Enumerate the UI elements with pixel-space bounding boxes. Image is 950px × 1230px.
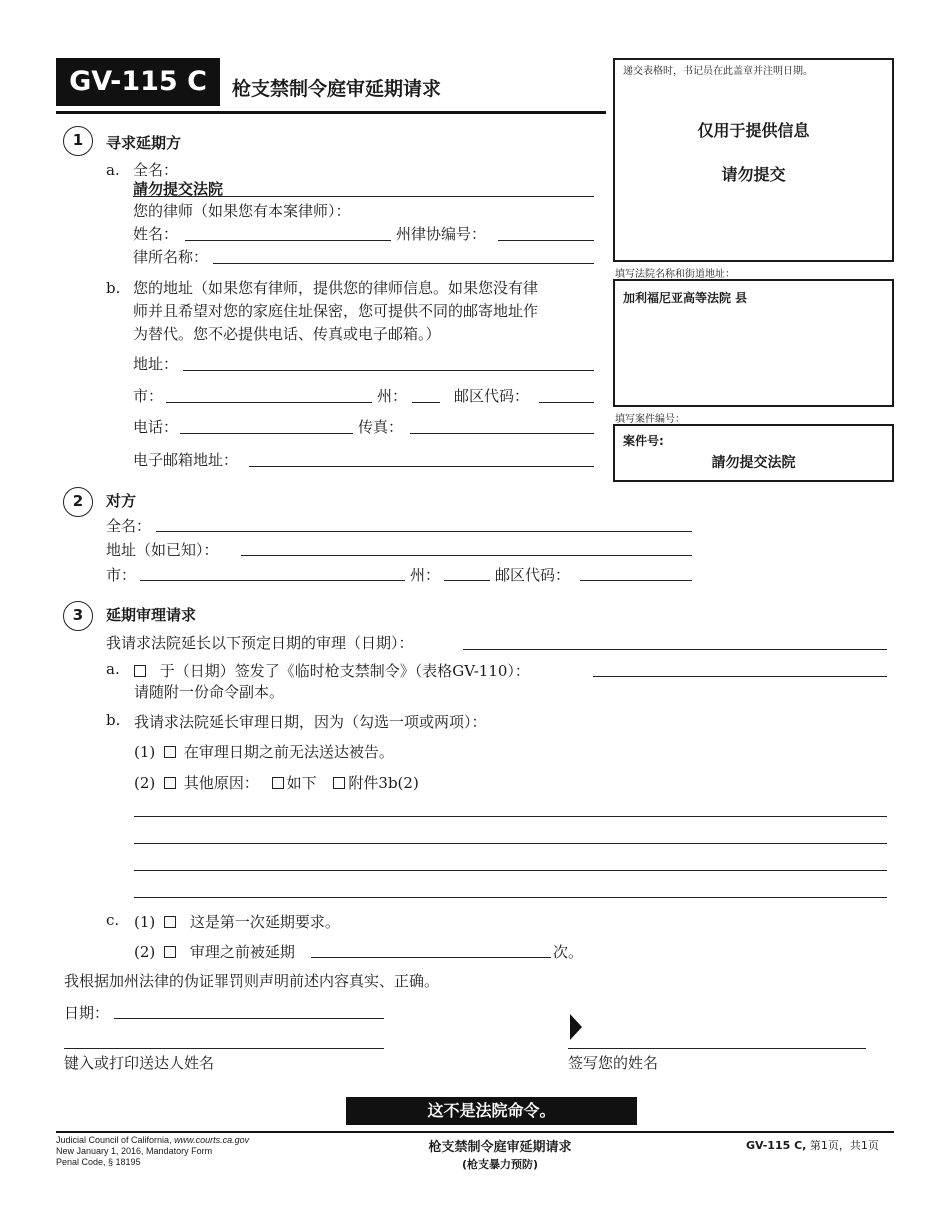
other-reason-line-4[interactable] — [134, 897, 887, 898]
date-label: 日期： — [64, 1004, 110, 1022]
fax-label: 传真： — [358, 418, 404, 436]
hearing-date-field[interactable] — [463, 649, 887, 650]
zip-field[interactable] — [539, 402, 594, 403]
zip-label: 邮区代码： — [454, 387, 530, 405]
item-3b2-number: (2) — [134, 774, 156, 792]
other-party-zip-field[interactable] — [580, 580, 692, 581]
other-reason-line-3[interactable] — [134, 870, 887, 871]
item-3c2-text: 审理之前被延期 — [189, 943, 295, 961]
item-3b-text: 我请求法院延长审理日期，因为（勾选一项或两项）： — [134, 713, 487, 731]
address-field[interactable] — [183, 370, 594, 371]
section-1-heading: 寻求延期方 — [106, 134, 182, 152]
item-3c1-number: (1) — [134, 913, 156, 931]
case-number-value: 請勿提交法院 — [711, 455, 796, 471]
item-3a-row — [134, 660, 530, 681]
city-field[interactable] — [166, 402, 372, 403]
bar-number-label: 州律协编号： — [396, 225, 487, 243]
item-3c-letter: c. — [106, 911, 120, 929]
case-number-label: 案件号: — [623, 434, 664, 448]
perjury-declaration: 我根据加州法律的伪证罪罚则声明前述内容真实、正确。 — [64, 972, 440, 990]
date-field[interactable] — [114, 1018, 384, 1019]
firm-name-label: 律所名称： — [133, 248, 209, 266]
section-3-number: 3 — [63, 601, 93, 631]
sign-arrow-icon — [570, 1014, 582, 1040]
times-suffix: 次。 — [553, 943, 584, 961]
footer-rule — [56, 1131, 894, 1133]
court-name-value: 加利福尼亚高等法院 县 — [623, 291, 748, 305]
item-3b1-number: (1) — [134, 743, 156, 761]
item-3c2-row — [134, 941, 295, 962]
address-instructions-line2: 师并且希望对您的家庭住址保密，您可提供不同的邮寄地址作 — [133, 302, 539, 320]
item-3c2-number: (2) — [134, 943, 156, 961]
lawyer-label: 您的律师（如果您有本案律师）： — [133, 202, 351, 220]
item-3b-letter: b. — [106, 711, 121, 729]
address-label: 地址： — [133, 355, 179, 373]
email-field[interactable] — [249, 466, 594, 467]
firm-name-field[interactable] — [213, 263, 594, 264]
item-3c1-checkbox[interactable] — [164, 916, 176, 928]
other-party-state-label: 州： — [410, 566, 441, 584]
fax-field[interactable] — [410, 433, 594, 434]
clerk-stamp-note: 递交表格时，书记员在此盖章并注明日期。 — [623, 66, 813, 77]
footer-form-number: GV-115 C, — [746, 1139, 807, 1152]
other-party-city-label: 市： — [106, 566, 137, 584]
footer-publisher: Judicial Council of California, — [56, 1135, 175, 1145]
item-3b1-text: 在审理日期之前无法送达被告。 — [183, 743, 394, 761]
state-field[interactable] — [412, 402, 440, 403]
other-reason-line-1[interactable] — [134, 816, 887, 817]
header-rule — [56, 111, 606, 114]
attachment-label: 附件3b(2) — [348, 774, 419, 792]
state-label: 州： — [377, 387, 408, 405]
footer-page-number: 第1页，共1页 — [806, 1139, 879, 1152]
city-label: 市： — [133, 387, 164, 405]
item-3a-attach-note: 请随附一份命令副本。 — [134, 683, 285, 701]
hearing-date-intro: 我请求法院延长以下预定日期的审理（日期）： — [106, 634, 414, 652]
item-3a-text: 于（日期）签发了《临时枪支禁制令》（表格GV-110）： — [159, 662, 530, 680]
section-2-number: 2 — [63, 487, 93, 517]
times-continued-field[interactable] — [311, 957, 551, 958]
item-3b2-text: 其他原因： — [183, 774, 259, 792]
item-3c1-text: 这是第一次延期要求。 — [189, 913, 340, 931]
case-box-label: 填写案件编号： — [615, 414, 685, 425]
footer-form-date: New January 1, 2016, Mandatory Form — [56, 1146, 213, 1156]
full-name-field[interactable] — [133, 196, 594, 197]
other-party-zip-label: 邮区代码： — [495, 566, 571, 584]
print-name-label: 键入或打印送达人姓名 — [64, 1054, 215, 1072]
item-3c1-row — [134, 911, 340, 932]
other-party-name-label: 全名： — [106, 517, 152, 535]
signature-label: 签写您的姓名 — [568, 1054, 659, 1072]
item-3a-checkbox[interactable] — [134, 665, 146, 677]
below-label: 如下 — [286, 774, 317, 792]
item-3b1-checkbox[interactable] — [164, 746, 176, 758]
form-title: 枪支禁制令庭审延期请求 — [232, 78, 442, 100]
phone-label: 电话： — [133, 418, 179, 436]
court-name-box[interactable] — [613, 279, 894, 407]
email-label: 电子邮箱地址： — [133, 451, 239, 469]
footer-subtitle: (枪支暴力预防) — [461, 1158, 539, 1171]
court-box-label: 填写法院名称和街道地址： — [615, 269, 735, 280]
item-3b2-row — [134, 772, 419, 793]
section-2-heading: 对方 — [106, 492, 137, 510]
section-1-number: 1 — [63, 126, 93, 156]
address-instructions-line1: 您的地址（如果您有律师，提供您的律师信息。如果您没有律 — [133, 279, 539, 297]
below-checkbox[interactable] — [272, 777, 284, 789]
address-instructions-line3: 为替代。您不必提供电话、传真或电子邮箱。） — [133, 325, 441, 343]
section-3-heading: 延期审理请求 — [106, 606, 197, 624]
full-name-label: 全名： — [133, 161, 179, 179]
print-name-field[interactable] — [64, 1048, 384, 1049]
not-court-order-banner: 这不是法院命令。 — [346, 1097, 637, 1125]
bar-number-field[interactable] — [498, 240, 594, 241]
footer-left — [56, 1135, 249, 1168]
lawyer-name-field[interactable] — [185, 240, 391, 241]
other-party-city-field[interactable] — [140, 580, 405, 581]
other-party-address-label: 地址（如已知）： — [106, 541, 219, 559]
item-1b-letter: b. — [106, 279, 121, 297]
info-only-label: 仅用于提供信息 — [697, 121, 810, 140]
footer-page-info — [746, 1137, 879, 1153]
other-party-address-field[interactable] — [241, 555, 692, 556]
item-3a-letter: a. — [106, 660, 120, 678]
lawyer-name-label: 姓名： — [133, 225, 179, 243]
phone-field[interactable] — [180, 433, 353, 434]
case-number-box[interactable] — [613, 424, 894, 482]
item-3b2-checkbox[interactable] — [164, 777, 176, 789]
order-date-field[interactable] — [593, 676, 887, 677]
other-reason-line-2[interactable] — [134, 843, 887, 844]
signature-field[interactable] — [568, 1048, 866, 1049]
footer-title: 枪支禁制令庭审延期请求 — [428, 1140, 572, 1155]
item-1a-letter: a. — [106, 161, 120, 179]
other-party-name-field[interactable] — [156, 531, 692, 532]
clerk-stamp-box — [613, 58, 894, 262]
item-3b1-row — [134, 741, 394, 762]
footer-url[interactable]: www.courts.ca.gov — [174, 1135, 250, 1145]
attachment-checkbox[interactable] — [333, 777, 345, 789]
full-name-value: 請勿提交法院 — [133, 180, 224, 198]
do-not-file-label: 请勿提交 — [721, 165, 786, 184]
other-party-state-field[interactable] — [444, 580, 490, 581]
item-3c2-checkbox[interactable] — [164, 946, 176, 958]
form-number-badge: GV-115 C — [56, 58, 220, 106]
footer-code: Penal Code, § 18195 — [56, 1157, 141, 1167]
